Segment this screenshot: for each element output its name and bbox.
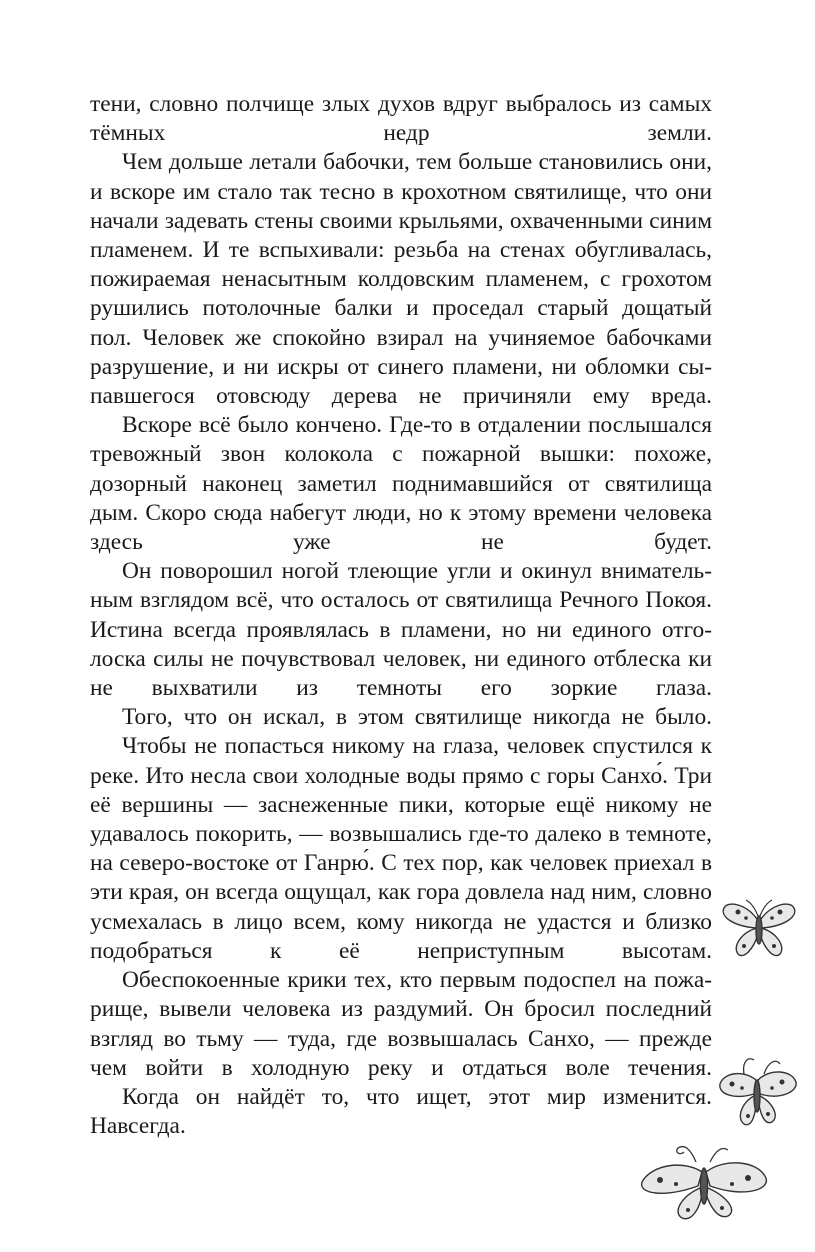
paragraph-6: Чтобы не попасться никому на глаза, человек спустился к реке. Ито несла свои холодные воды прямо с горы Санхо́. Три её вершины — заснеженные пики, которые ещё никому не удавалось покорить, — возвышались где-то далеко в темноте, на северо-востоке от Ганрю́. С тех пор, как человек приехал в эти края, он всегда ощущал, как гора довлела над ним, словно усмехалась в лицо всем, кому никогда не удастся и близко подобраться к её неприступным высотам. [90, 733, 712, 964]
moth-icon [714, 1052, 800, 1132]
moth-icon [718, 892, 800, 962]
paragraph-4: Он поворошил ногой тлеющие угли и окинул внимательным взглядом всё, что осталось от святилища Речного Покоя. Истина всегда проявлялась в пламени, но ни единого отголоска силы не почувствовал человек, ни единого отблеска ки не выхватили из темноты его зоркие глаза. [90, 558, 712, 702]
paragraph-5: Того, что он искал, в этом святилище никогда не было. [122, 704, 712, 731]
paragraph-1: тени, словно полчище злых духов вдруг выбралось из самых тёмных недр земли. [90, 91, 712, 147]
moth-icon [634, 1142, 774, 1222]
text-body [90, 90, 712, 1141]
paragraph-3: Вскоре всё было кончено. Где-то в отдалении послышался тревожный звон колокола с пожарной вышки: похоже, дозорный наконец заметил поднимавшийся от святилища дым. Скоро сюда набегут люди, но к этому времени человека здесь уже не будет. [90, 412, 712, 556]
paragraph-2: Чем дольше летали бабочки, тем больше становились они, и вскоре им стало так тесно в крохотном святилище, что они начали задевать стены своими крыльями, охваченными синим пламенем. И те вспыхивали: резьба на стенах обугливалась, пожираемая ненасытным колдовским пламенем, с грохотом рушились потолочные балки и проседал старый дощатый пол. Человек же спокойно взирал на учиняемое бабочками разрушение, и ни искры от синего пламени, ни обломки сыпавшегося отовсюду дерева не причиняли ему вреда. [90, 149, 712, 410]
paragraph-7: Обеспокоенные крики тех, кто первым подоспел на пожарище, вывели человека из раздумий. Он бросил последний взгляд во тьму — туда, где возвышалась Санхо, — прежде чем войти в холодную реку и отдаться воле течения. [90, 967, 712, 1081]
paragraph-8: Когда он найдёт то, что ищет, этот мир изменится. Навсегда. [90, 1083, 712, 1140]
